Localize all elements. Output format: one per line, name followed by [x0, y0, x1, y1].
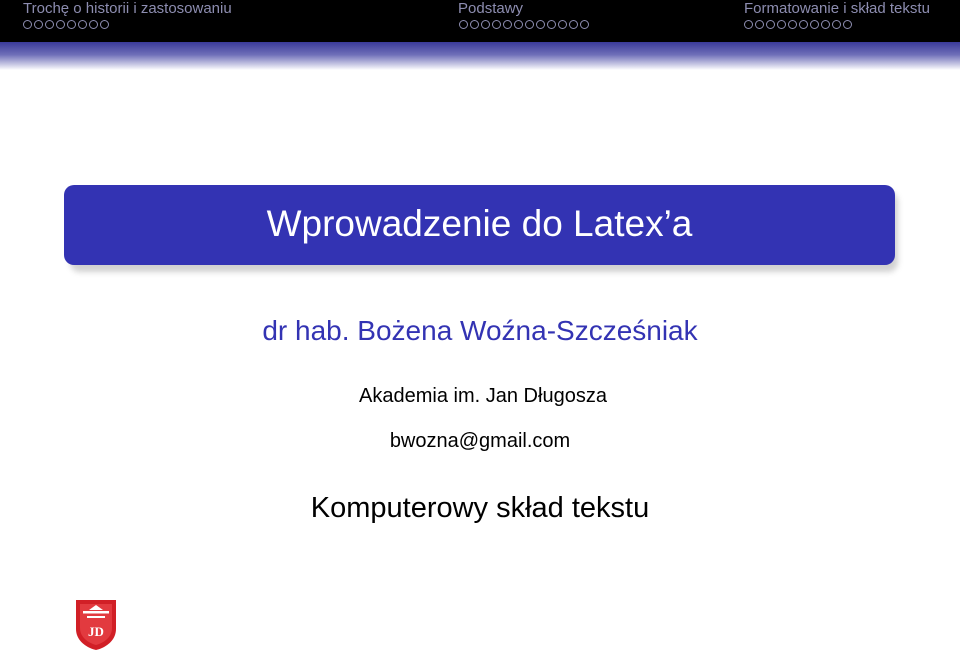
nav-dot[interactable]	[23, 20, 32, 29]
nav-dot[interactable]	[810, 20, 819, 29]
crest-monogram: JD	[88, 624, 104, 639]
nav-dot[interactable]	[525, 20, 534, 29]
slide-title: Wprowadzenie do Latex’a	[266, 203, 693, 244]
nav-dot[interactable]	[580, 20, 589, 29]
nav-dot[interactable]	[755, 20, 764, 29]
nav-dot[interactable]	[547, 20, 556, 29]
nav-dot[interactable]	[34, 20, 43, 29]
nav-dot[interactable]	[536, 20, 545, 29]
header-gradient-strip	[0, 42, 960, 70]
nav-dot[interactable]	[492, 20, 501, 29]
nav-dot[interactable]	[503, 20, 512, 29]
university-crest-icon	[75, 599, 117, 651]
nav-dot[interactable]	[799, 20, 808, 29]
course-subject: Komputerowy skład tekstu	[310, 492, 650, 524]
nav-section-history-label[interactable]: Trochę o historii i zastosowaniu	[23, 0, 232, 17]
nav-dot[interactable]	[569, 20, 578, 29]
author-name: dr hab. Bożena Woźna-Szcześniak	[262, 315, 698, 346]
nav-dot[interactable]	[67, 20, 76, 29]
nav-dot[interactable]	[89, 20, 98, 29]
nav-dot[interactable]	[744, 20, 753, 29]
author-email: bwozna@gmail.com	[389, 430, 571, 452]
nav-dot[interactable]	[459, 20, 468, 29]
nav-section-formatting-dots	[744, 20, 852, 29]
nav-dot[interactable]	[514, 20, 523, 29]
nav-dot[interactable]	[843, 20, 852, 29]
nav-section-formatting-label[interactable]: Formatowanie i skład tekstu	[744, 0, 930, 17]
nav-dot[interactable]	[777, 20, 786, 29]
nav-dot[interactable]	[470, 20, 479, 29]
nav-dot[interactable]	[78, 20, 87, 29]
nav-dot[interactable]	[100, 20, 109, 29]
nav-dot[interactable]	[481, 20, 490, 29]
nav-dot[interactable]	[558, 20, 567, 29]
nav-section-basics-label[interactable]: Podstawy	[458, 0, 524, 17]
nav-dot[interactable]	[56, 20, 65, 29]
header-navbar	[0, 0, 960, 42]
nav-dot[interactable]	[832, 20, 841, 29]
nav-section-history-dots	[23, 20, 109, 29]
nav-dot[interactable]	[45, 20, 54, 29]
institute-name: Akademia im. Jan Długosza	[359, 385, 607, 407]
nav-section-basics-dots	[459, 20, 589, 29]
nav-dot[interactable]	[788, 20, 797, 29]
nav-dot[interactable]	[821, 20, 830, 29]
title-box	[64, 185, 895, 265]
nav-dot[interactable]	[766, 20, 775, 29]
